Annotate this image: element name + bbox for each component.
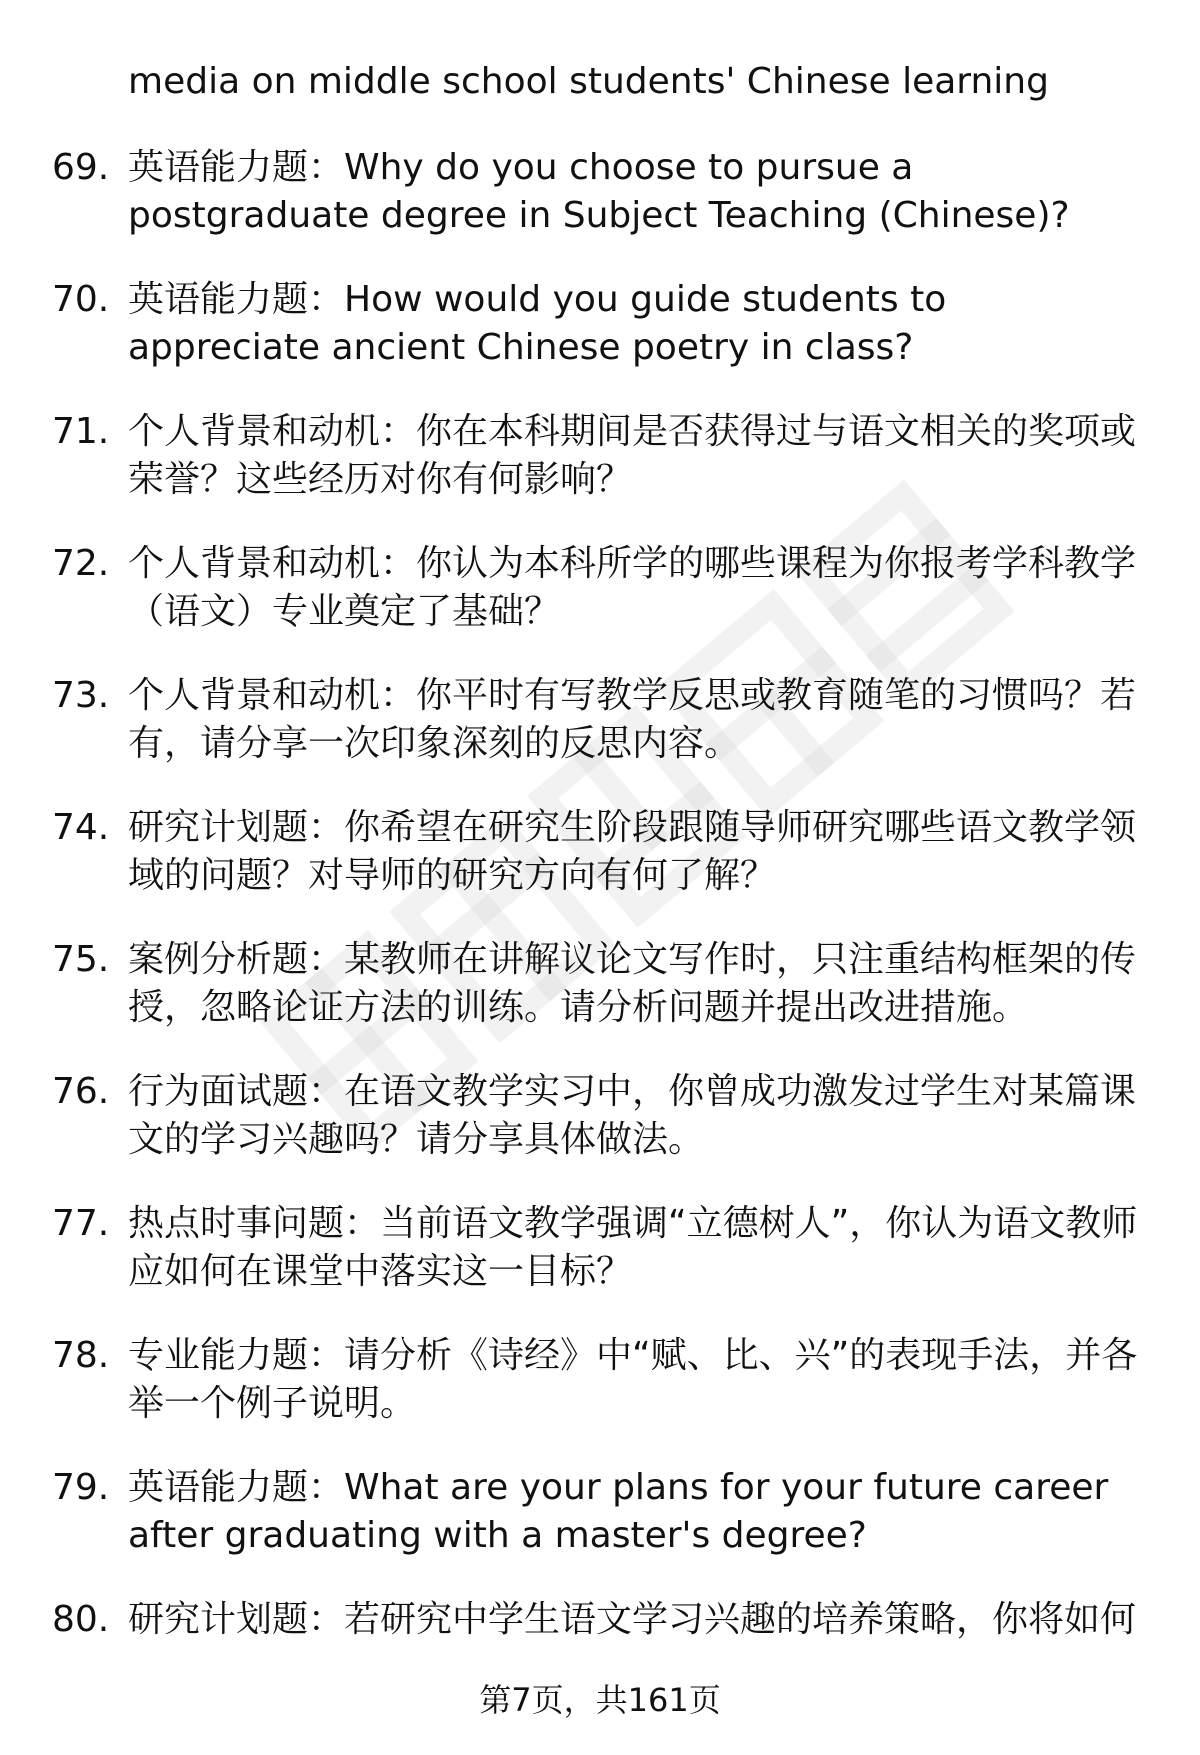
question-number: 79. bbox=[52, 1467, 110, 1508]
question-number: 70. bbox=[52, 279, 110, 320]
question-number: 73. bbox=[52, 675, 110, 716]
question-number: 72. bbox=[52, 543, 110, 584]
question-item-78 bbox=[0, 1332, 1200, 1464]
question-text: 英语能力题：Why do you choose to pursue a postgraduate degree in Subject Teaching (Chinese)? bbox=[128, 147, 1070, 236]
question-number: 71. bbox=[52, 411, 110, 452]
question-list bbox=[0, 144, 1200, 1728]
question-item-69 bbox=[0, 144, 1200, 276]
continuation-line: media on middle school students' Chinese learning bbox=[128, 61, 1049, 102]
question-item-76 bbox=[0, 1068, 1200, 1200]
question-text: 研究计划题：若研究中学生语文学习兴趣的培养策略，你将如何 bbox=[128, 1599, 1137, 1640]
question-number: 74. bbox=[52, 807, 110, 848]
question-text: 个人背景和动机：你平时有写教学反思或教育随笔的习惯吗？若有，请分享一次印象深刻的反思内容。 bbox=[128, 675, 1137, 764]
question-number: 80. bbox=[52, 1599, 110, 1640]
question-item-77 bbox=[0, 1200, 1200, 1332]
question-text: 热点时事问题：当前语文教学强调“立德树人”，你认为语文教师应如何在课堂中落实这一目标？ bbox=[128, 1203, 1138, 1292]
question-number: 76. bbox=[52, 1071, 110, 1112]
question-item-72 bbox=[0, 540, 1200, 672]
question-item-75 bbox=[0, 936, 1200, 1068]
question-number: 69. bbox=[52, 147, 110, 188]
question-text: 个人背景和动机：你在本科期间是否获得过与语文相关的奖项或荣誉？这些经历对你有何影响？ bbox=[128, 411, 1137, 500]
question-item-74 bbox=[0, 804, 1200, 936]
question-number: 77. bbox=[52, 1203, 110, 1244]
question-text: 英语能力题：What are your plans for your future career after graduating with a master's degree? bbox=[128, 1467, 1109, 1556]
question-text: 专业能力题：请分析《诗经》中“赋、比、兴”的表现手法，并各举一个例子说明。 bbox=[128, 1335, 1138, 1424]
question-text: 英语能力题：How would you guide students to appreciate ancient Chinese poetry in class? bbox=[128, 279, 947, 368]
question-number: 78. bbox=[52, 1335, 110, 1376]
question-item-79 bbox=[0, 1464, 1200, 1596]
question-text: 个人背景和动机：你认为本科所学的哪些课程为你报考学科教学（语文）专业奠定了基础？ bbox=[128, 543, 1137, 632]
question-text: 研究计划题：你希望在研究生阶段跟随导师研究哪些语文教学领域的问题？对导师的研究方向有何了解？ bbox=[128, 807, 1137, 896]
question-item-73 bbox=[0, 672, 1200, 804]
question-text: 案例分析题：某教师在讲解议论文写作时，只注重结构框架的传授，忽略论证方法的训练。请分析问题并提出改进措施。 bbox=[128, 939, 1137, 1028]
page-footer: 第7页，共161页 bbox=[479, 1681, 721, 1719]
question-number: 75. bbox=[52, 939, 110, 980]
question-item-70 bbox=[0, 276, 1200, 408]
question-item-71 bbox=[0, 408, 1200, 540]
question-text: 行为面试题：在语文教学实习中，你曾成功激发过学生对某篇课文的学习兴趣吗？请分享具体做法。 bbox=[128, 1071, 1137, 1160]
